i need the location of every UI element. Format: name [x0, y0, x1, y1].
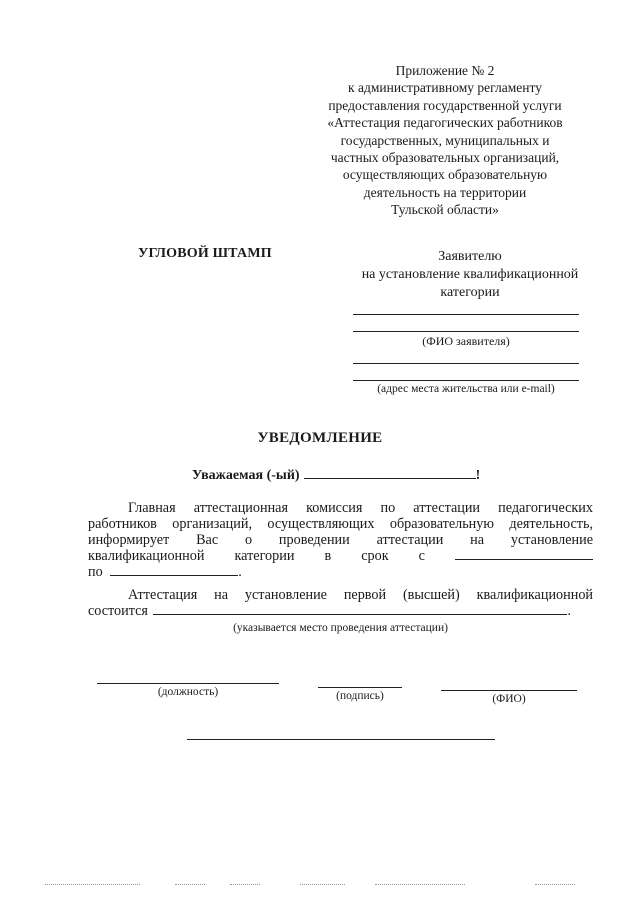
paragraph-line [88, 548, 593, 564]
place-caption: (указывается место проведения аттестации) [233, 622, 448, 634]
word: аттестации [376, 532, 444, 548]
signature-caption: (подпись) [336, 690, 384, 702]
word: на [470, 532, 485, 548]
position-line[interactable] [97, 683, 279, 684]
fio-applicant-caption: (ФИО заявителя) [422, 334, 510, 348]
paragraph-line [88, 516, 593, 532]
word: деятельность, [509, 516, 594, 532]
word: в [324, 548, 332, 564]
addressee-line: Заявителю [438, 249, 502, 264]
word: по [380, 500, 396, 516]
scan-artifact [175, 884, 205, 885]
greeting-exclamation: ! [475, 468, 481, 483]
scan-artifact [230, 884, 260, 885]
addressee-block [340, 248, 600, 302]
scan-artifact [535, 884, 575, 885]
applicant-address-line-1[interactable] [353, 363, 579, 364]
applicant-address-line-2[interactable] [353, 380, 579, 381]
appendix-line: частных образовательных организаций, [330, 150, 560, 166]
paragraph-line [88, 500, 593, 516]
appendix-title: Приложение № 2 [395, 63, 495, 78]
word: Главная [128, 500, 176, 516]
scan-artifact [45, 884, 140, 885]
applicant-name-line-2[interactable] [353, 331, 579, 332]
recipient-name-blank[interactable] [304, 466, 476, 479]
applicant-name-line-1[interactable] [353, 314, 579, 315]
paragraph-line [88, 587, 593, 603]
addressee-line: на установление квалификационной [361, 267, 579, 282]
greeting-text: Уважаемая (-ый) [192, 468, 300, 483]
word: срок [361, 548, 389, 564]
word: установление [510, 532, 594, 548]
start-date-blank[interactable] [455, 548, 593, 560]
fio-signer-caption: (ФИО) [492, 693, 526, 705]
appendix-line: к административному регламенту [348, 80, 542, 96]
fio-signer-line[interactable] [441, 690, 577, 691]
word: аттестационная [193, 500, 288, 516]
appendix-header [300, 62, 590, 219]
word: образовательную [389, 516, 494, 532]
word: по [88, 564, 103, 580]
addressee-line: категории [440, 285, 500, 300]
appendix-line: государственных, муниципальных и [340, 132, 550, 148]
word: (высшей) [402, 587, 460, 603]
word: педагогических [498, 500, 593, 516]
bottom-line [187, 739, 495, 740]
appendix-line: осуществляющих образовательную [342, 167, 548, 183]
word: осуществляющих [267, 516, 375, 532]
scan-artifact [375, 884, 465, 885]
end-date-blank[interactable] [110, 564, 238, 576]
word: проведении [278, 532, 350, 548]
word: информирует [88, 532, 170, 548]
period-mark: . [567, 603, 572, 619]
scan-artifact [300, 884, 345, 885]
word: на [214, 587, 229, 603]
notice-heading: УВЕДОМЛЕНИЕ [257, 430, 383, 446]
position-caption: (должность) [157, 686, 219, 698]
notice-paragraph-2 [88, 587, 593, 619]
word: первой [343, 587, 387, 603]
word: комиссия [306, 500, 363, 516]
word: квалификационной [88, 548, 205, 564]
appendix-line: Тульской области» [391, 202, 499, 218]
address-caption: (адрес места жительства или e-mail) [377, 383, 555, 395]
word: организаций, [172, 516, 252, 532]
word: установление [244, 587, 327, 603]
paragraph-line [88, 532, 593, 548]
paragraph-line [88, 603, 593, 619]
word: категории [234, 548, 295, 564]
word: с [418, 548, 425, 564]
word: состоится [88, 603, 148, 619]
appendix-line: предоставления государственной услуги [328, 97, 562, 113]
notice-paragraph-1 [88, 500, 593, 580]
word: квалификационной [476, 587, 594, 603]
attestation-place-blank[interactable] [153, 603, 567, 615]
word: о [244, 532, 253, 548]
word: Вас [196, 532, 219, 548]
corner-stamp-label: УГЛОВОЙ ШТАМП [138, 246, 272, 261]
word: аттестации [413, 500, 481, 516]
period-mark: . [238, 564, 242, 580]
appendix-line: «Аттестация педагогических работников [327, 115, 563, 131]
word: работников [88, 516, 157, 532]
signature-line[interactable] [318, 687, 402, 688]
greeting-line [192, 466, 480, 484]
paragraph-line [88, 564, 593, 580]
word: Аттестация [128, 587, 198, 603]
appendix-line: деятельность на территории [363, 184, 527, 200]
